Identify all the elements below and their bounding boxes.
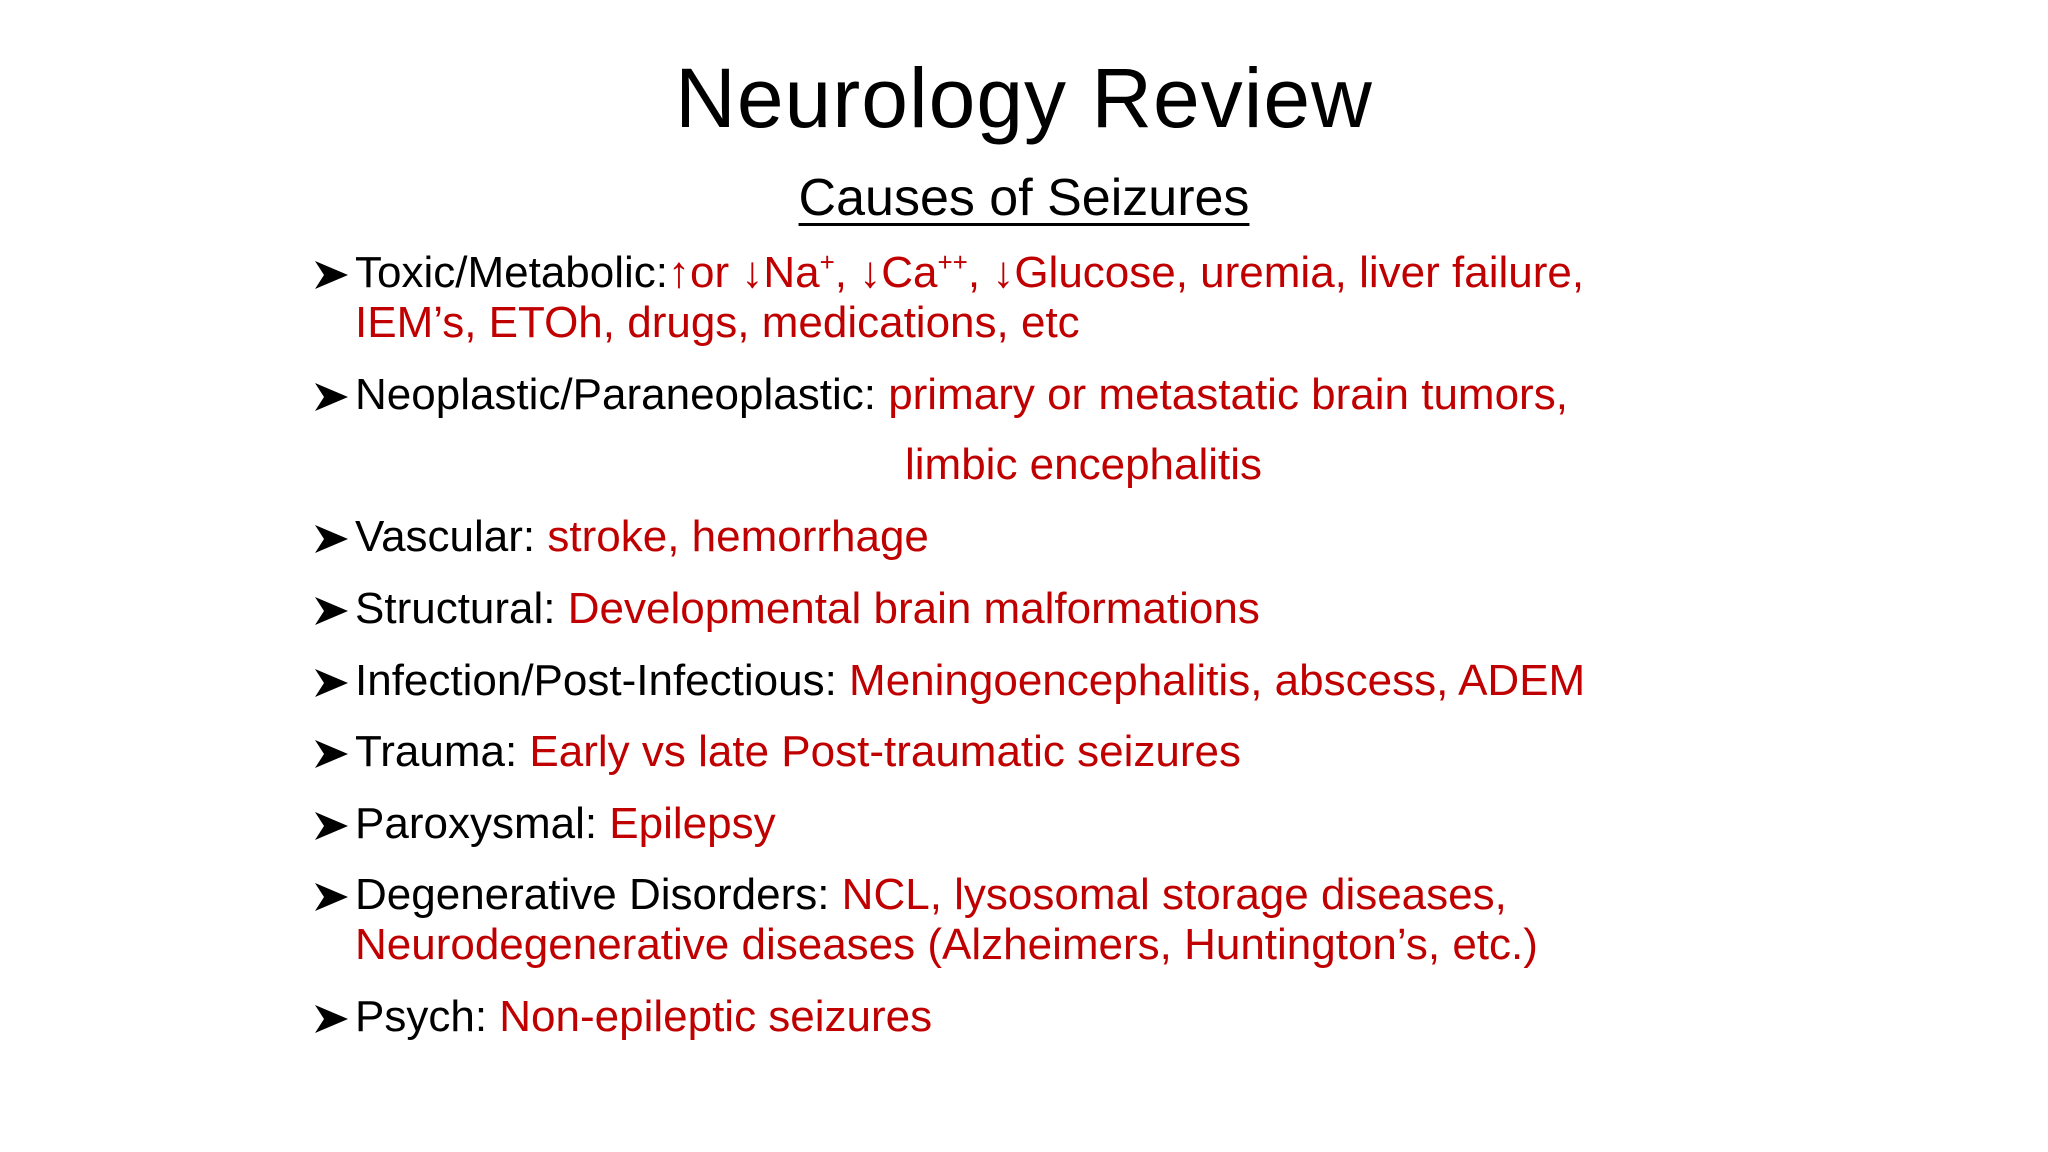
bullet-item-degenerative [315, 870, 1875, 970]
bullet-label: Toxic/Metabolic: [355, 248, 669, 297]
bullet-item-trauma [315, 727, 1875, 777]
arrow-bullet-icon [315, 992, 353, 1042]
arrow-bullet-icon [315, 512, 353, 562]
bullet-line [315, 512, 1875, 562]
subtitle-text: Causes of Seizures [798, 169, 1250, 227]
bullet-label: Vascular: [355, 512, 548, 561]
bullet-item-toxic-metabolic [315, 248, 1875, 348]
bullet-item-infection [315, 656, 1875, 706]
arrow-bullet-icon [315, 870, 353, 920]
bullet-line [315, 584, 1875, 634]
bullet-detail: Non-epileptic seizures [499, 992, 933, 1041]
arrow-bullet-icon [315, 370, 353, 420]
bullet-label: Infection/Post-Infectious: [355, 656, 850, 705]
arrow-bullet-icon [315, 248, 353, 298]
bullet-detail: Meningoencephalitis, abscess, ADEM [849, 656, 1586, 705]
arrow-bullet-icon [315, 727, 353, 777]
bullet-continuation: limbic encephalitis [905, 440, 1263, 489]
bullet-line [315, 370, 1875, 420]
bullet-line [315, 870, 1875, 920]
bullet-item-neoplastic [315, 370, 1875, 489]
slide-subtitle [0, 170, 2048, 227]
bullet-label: Trauma: [355, 727, 530, 776]
bullet-label: Degenerative Disorders: [355, 870, 842, 919]
bullet-detail: Epilepsy [609, 799, 776, 848]
bullet-item-psych [315, 992, 1875, 1042]
bullet-item-vascular [315, 512, 1875, 562]
bullet-detail: stroke, hemorrhage [547, 512, 929, 561]
superscript: ++ [937, 247, 968, 277]
arrow-bullet-icon [315, 584, 353, 634]
bullet-detail: Developmental brain malformations [567, 584, 1260, 633]
bullet-line [315, 727, 1875, 777]
bullet-label: Paroxysmal: [355, 799, 610, 848]
bullet-line [315, 248, 1875, 298]
bullet-detail: , ↓Glucose, uremia, liver failure, [967, 248, 1585, 297]
bullet-detail: , ↓Ca [834, 248, 938, 297]
slide-title: Neurology Review [675, 51, 1373, 145]
bullet-label: Structural: [355, 584, 568, 633]
bullet-detail: primary or metastatic brain tumors, [888, 370, 1568, 419]
bullet-item-structural [315, 584, 1875, 634]
bullet-continuation: Neurodegenerative diseases (Alzheimers, Huntington’s, etc.) [355, 920, 1538, 969]
bullet-line [315, 992, 1875, 1042]
superscript: + [819, 247, 835, 277]
bullet-detail: NCL, lysosomal storage diseases, [841, 870, 1507, 919]
bullet-detail: Early vs late Post-traumatic seizures [529, 727, 1241, 776]
arrow-bullet-icon [315, 656, 353, 706]
bullet-detail: ↑or ↓Na [668, 248, 820, 297]
bullet-line [315, 799, 1875, 849]
bullet-item-paroxysmal [315, 799, 1875, 849]
bullet-continuation: IEM’s, ETOh, drugs, medications, etc [355, 298, 1080, 347]
bullet-line [315, 656, 1875, 706]
bullet-label: Neoplastic/Paraneoplastic: [355, 370, 889, 419]
arrow-bullet-icon [315, 799, 353, 849]
bullet-label: Psych: [355, 992, 500, 1041]
